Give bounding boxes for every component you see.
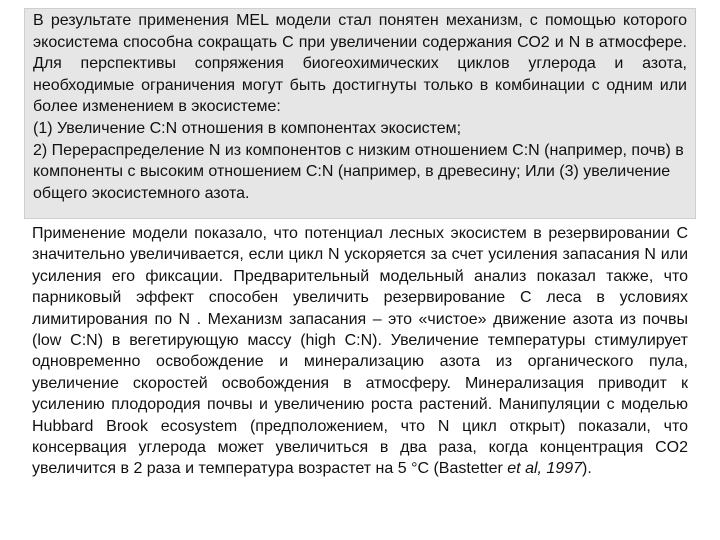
summary-paragraph: В результате применения MEL модели стал понятен механизм, с помощью которого экосистема способна сокращать С при увеличении содержания СО2 и N в атмосфере. Для перспективы сопряжения биогеохимических циклов углерода и азота, необходимые ограничения могут быть достигнуты только в комбинации с одним или более изменением в экосистеме: (33, 12, 687, 116)
body-tail: ). (582, 460, 592, 478)
summary-item-1: (1) Увеличение C:N отношения в компонентах экосистем; (33, 119, 462, 137)
body-text: Применение модели показало, что потенциал лесных экосистем в резервировании С значительно увеличивается, если цикл N ускоряется за счет усиления запасания N или усиления его фиксации. Предварительный модельный анализ показал также, что парниковый эффект способен увеличить резервирование С леса в условиях лимитирования по N . Механизм запасания – это «чистое» движение азота из почвы (low C:N) в вегетирующую массу (high C:N). Увеличение температуры стимулирует одновременно освобождение и минерализацию азота из органического пула, увеличение скоростей освобождения в атмосферу. Минерализация приводит к усилению плодородия почвы и увеличению роста растений. Манипуляции с моделью Hubbard Brook ecosystem (предположением, что N цикл открыт) показали, что консервация углерода может увеличиться в два раза, когда концентрация CO2 увеличится в 2 раза и температура возрастет на 5 °C (Bastetter (32, 225, 688, 478)
body-paragraph (32, 223, 688, 480)
summary-box (24, 8, 696, 219)
summary-item-2: 2) Перераспределение N из компонентов с низким отношением C:N (например, почв) в компоненты с высоким отношением C:N (например, в древесину; Или (3) увеличение общего экосистемного азота. (33, 141, 684, 202)
citation-italic: et al, 1997 (507, 460, 583, 478)
body-text-block (24, 223, 696, 528)
